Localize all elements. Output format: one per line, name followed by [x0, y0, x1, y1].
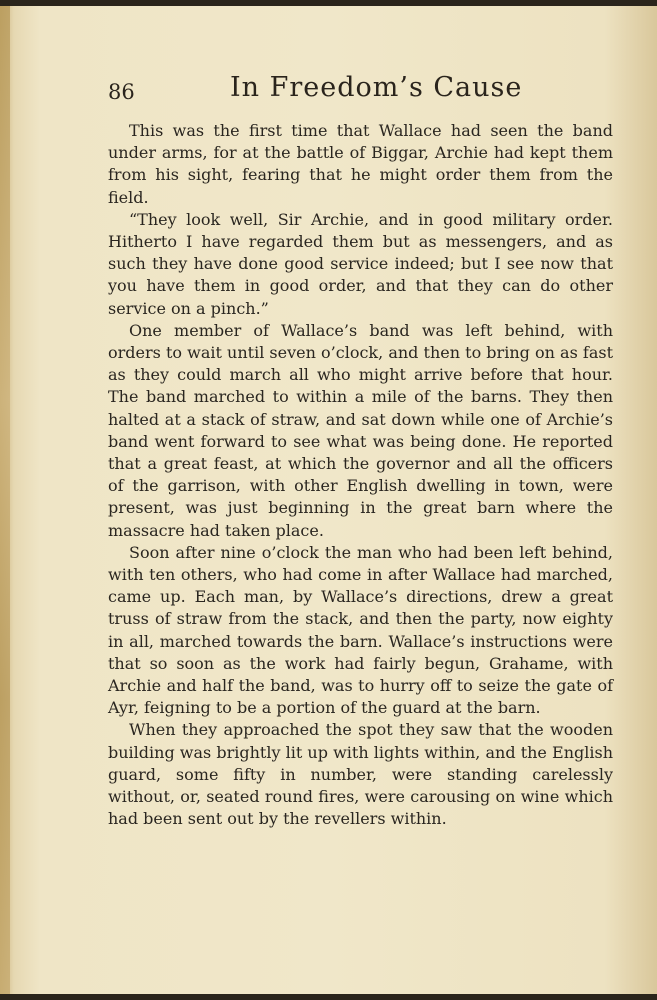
paragraph-2: “They look well, Sir Archie, and in good military order. Hitherto I have regarded them but as messengers, and as such they have done good service indeed; but I see now that you have them in good order, and that they can do other service on a pinch.” — [108, 209, 613, 318]
paragraph-1: This was the first time that Wallace had seen the band under arms, for at the battle of Biggar, Archie had kept them from his sight, fearing that he might order them from the field. — [108, 121, 613, 207]
running-header — [108, 72, 613, 112]
paragraph-4: Soon after nine o’clock the man who had been left behind, with ten others, who had come in after Wallace had marched, came up. Each man, by Wallace’s directions, drew a great truss of straw from the stack, and then the party, now eighty in all, marched towards the barn. Wallace’s instructions were that so soon as the work had fairly begun, Grahame, with Archie and half the band, was to hurry off to seize the gate of Ayr, feigning to be a portion of the guard at the barn. — [108, 542, 613, 718]
page-number: 86 — [108, 80, 135, 104]
page-bottom-edge — [0, 994, 657, 1000]
running-title: In Freedom’s Cause — [230, 72, 523, 103]
paragraph-5: When they approached the spot they saw that the wooden building was brightly lit up with lights within, and the English guard, some fifty in number, were standing carelessly without, or, seated round fires, were carousing on wine which had been sent out by the revellers within. — [108, 720, 613, 829]
paragraph-3: One member of Wallace’s band was left behind, with orders to wait until seven o’clock, and then to bring on as fast as they could march all who might arrive before that hour. The band marched to within a mile of the barns. They then halted at a stack of straw, and sat down while one of Archie’s band went forward to see what was being done. He reported that a great feast, at which the governor and all the officers of the garrison, with other English dwelling in town, were present, was just beginning in the great barn where the massacre had taken place. — [108, 320, 613, 540]
body-text — [108, 120, 613, 831]
page-top-edge — [0, 0, 657, 6]
